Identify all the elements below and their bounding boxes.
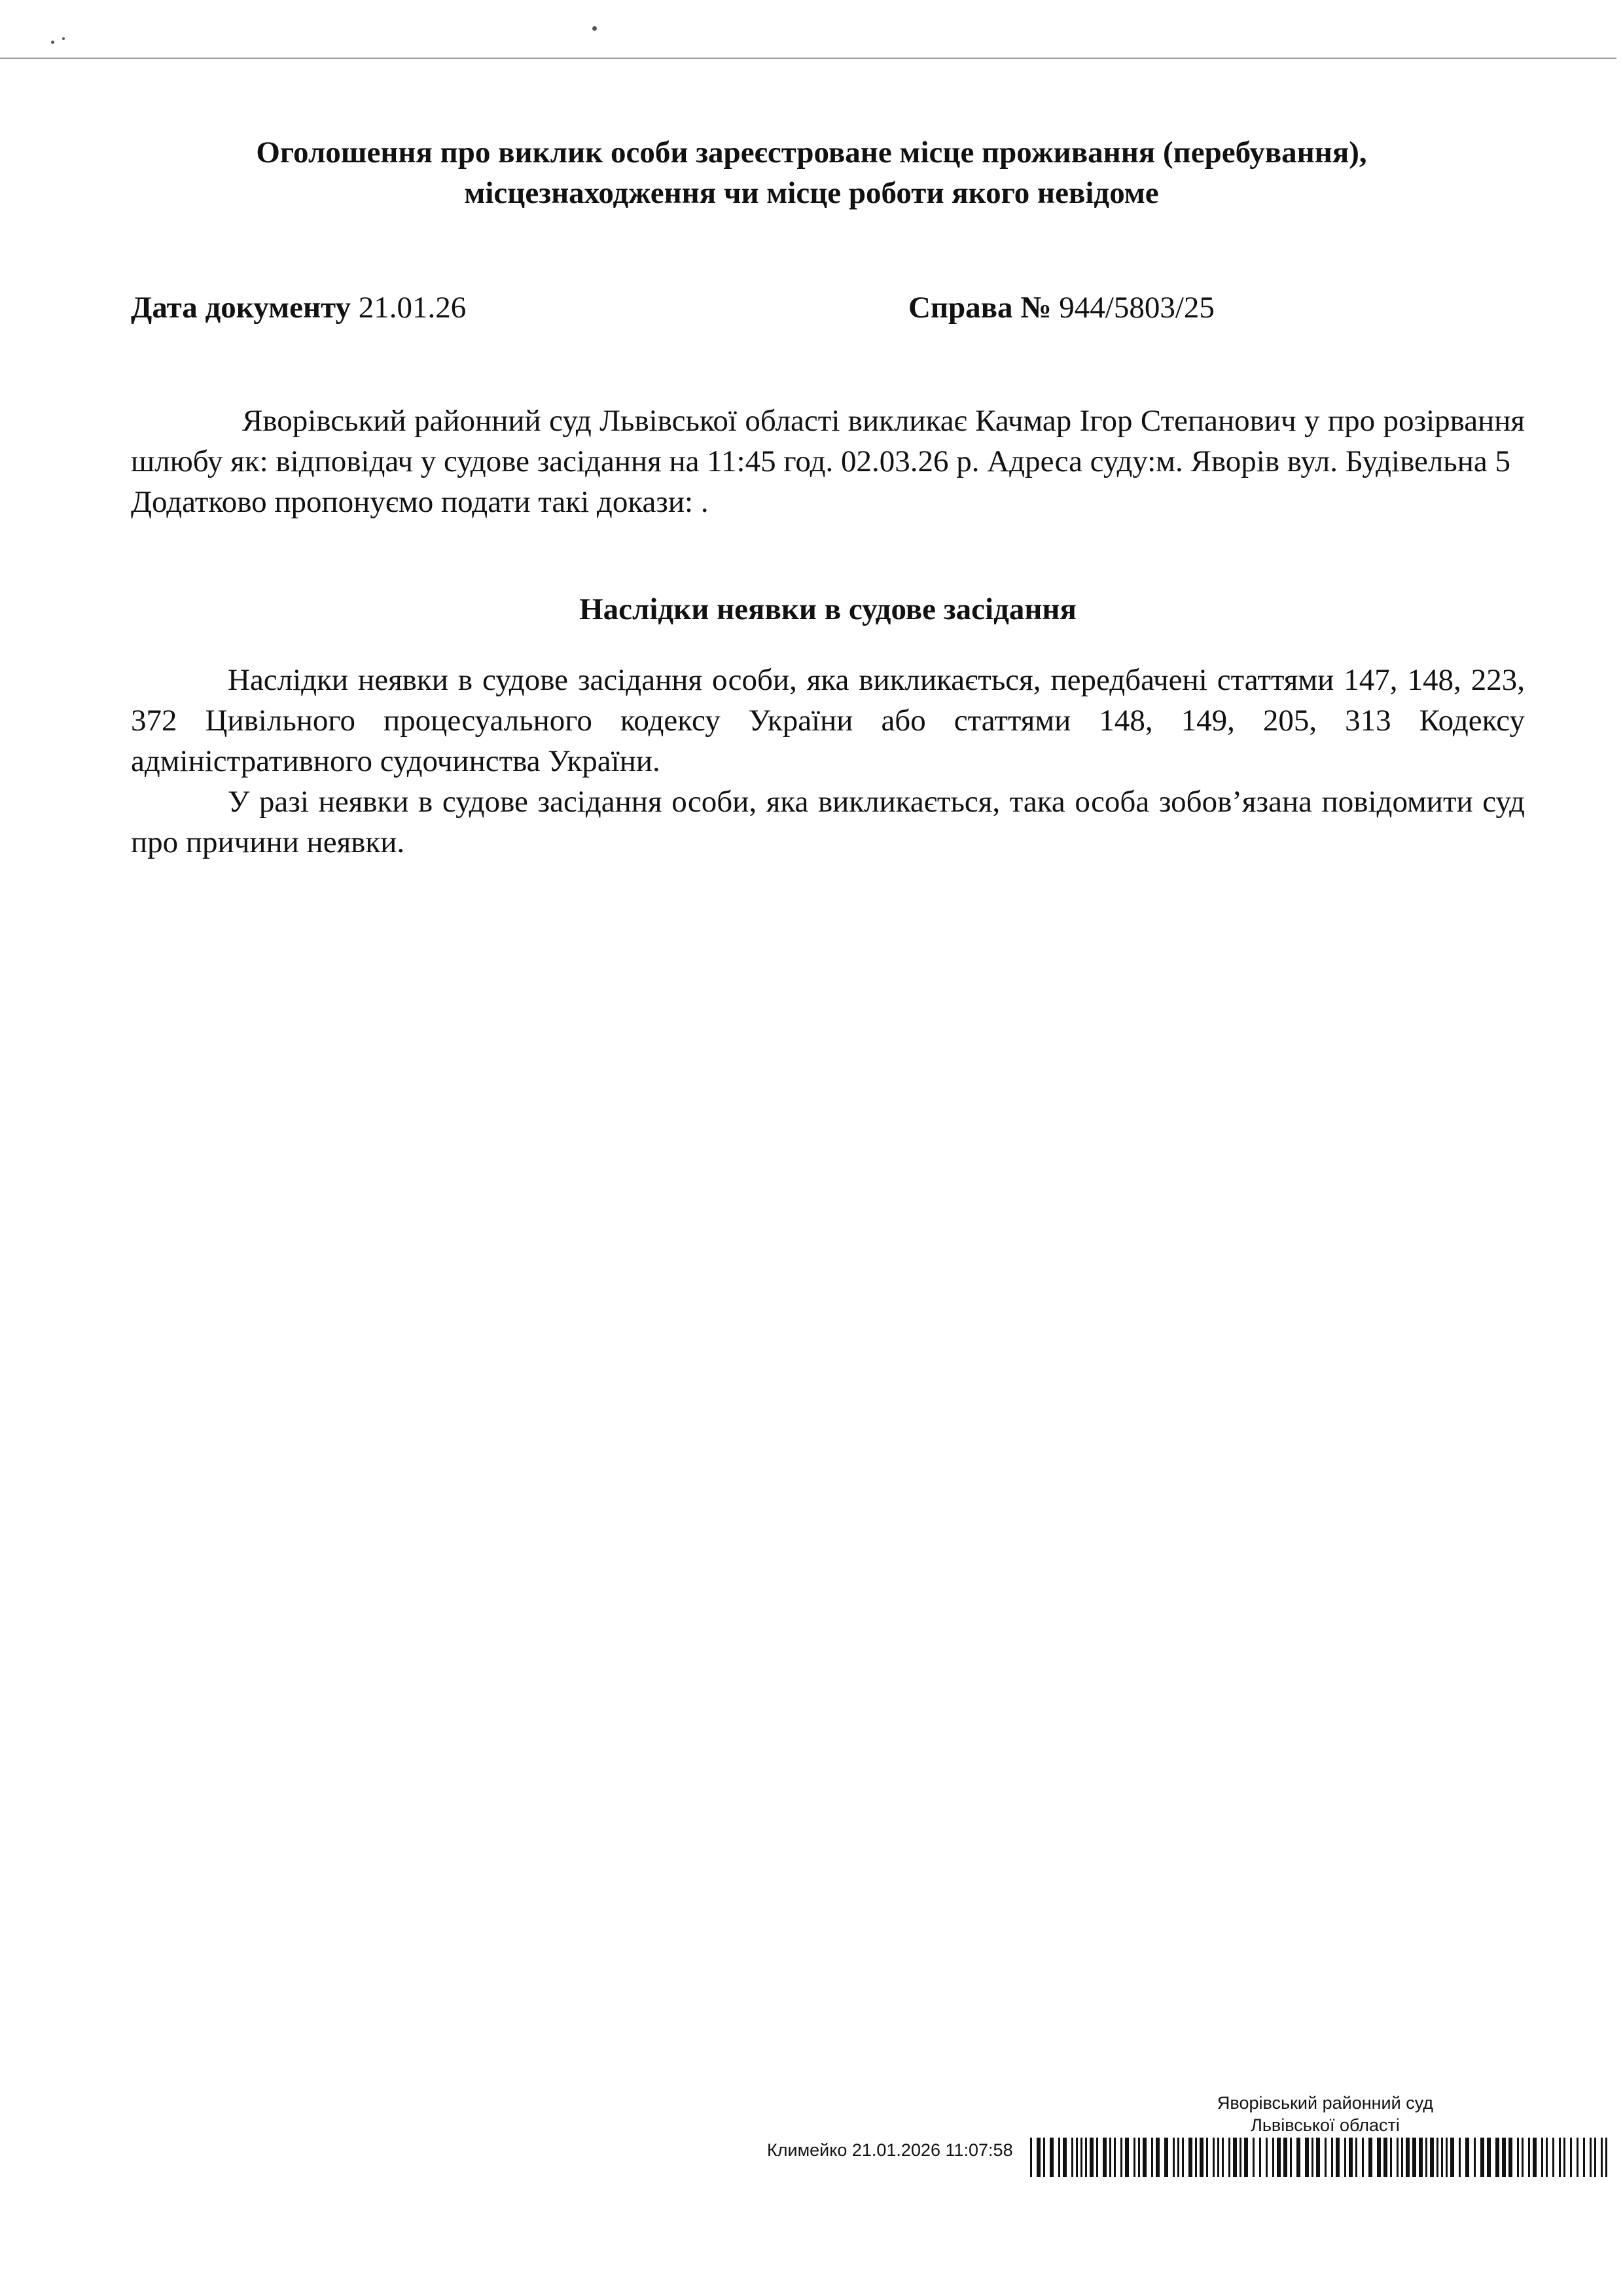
consequences-paragraph-2: У разі неявки в судове засідання особи, яка викликається, така особа зобов’язана повідомити суд про причини неявки. (131, 785, 1525, 859)
scan-top-edge (0, 58, 1616, 59)
summons-block (131, 401, 1525, 522)
document-title (144, 132, 1479, 213)
document-date (131, 288, 466, 327)
case-number (908, 288, 1215, 327)
stamp-court-line-2: Львівської області (1251, 2115, 1400, 2135)
consequences-block (131, 660, 1525, 863)
scan-speck (592, 26, 597, 31)
document-title-line-1: Оголошення про виклик особи зареєстроване місце проживання (перебування), (256, 135, 1367, 170)
scan-speck (62, 37, 65, 40)
document-date-label: Дата документу (131, 291, 351, 325)
summons-paragraph: Яворівський районний суд Львівської області викликає Качмар Ігор Степанович у про розірвання шлюбу як: відповідач у судове засідання на 11:45 год. 02.03.26 р. Адреса суду:м. Яворів вул. Будівельна 5 (131, 404, 1525, 478)
barcode-graphic (1030, 2138, 1610, 2177)
consequences-paragraph-1: Наслідки неявки в судове засідання особи, яка викликається, передбачені статтями 147, 148, 223, 372 Цивільного процесуального кодексу України або статтями 148, 149, 205, 313 Кодексу адміністративного судочинства України. (131, 663, 1525, 778)
scan-speck (51, 41, 54, 44)
stamp-registrar-timestamp: Климейко 21.01.2026 11:07:58 (767, 2140, 1013, 2160)
case-number-value: 944/5803/25 (1059, 291, 1215, 325)
case-number-label: Справа № (908, 291, 1052, 325)
document-date-value: 21.01.26 (358, 291, 467, 325)
document-title-line-2: місцезнаходження чи місце роботи якого невідоме (464, 176, 1159, 210)
registration-stamp (746, 2081, 1597, 2296)
evidence-line: Додатково пропонуємо подати такі докази: . (131, 485, 709, 519)
consequences-heading: Наслідки неявки в судове засідання (579, 592, 1077, 626)
stamp-court-line-1: Яворівський районний суд (1217, 2093, 1434, 2113)
stamp-court-name (1162, 2092, 1489, 2136)
